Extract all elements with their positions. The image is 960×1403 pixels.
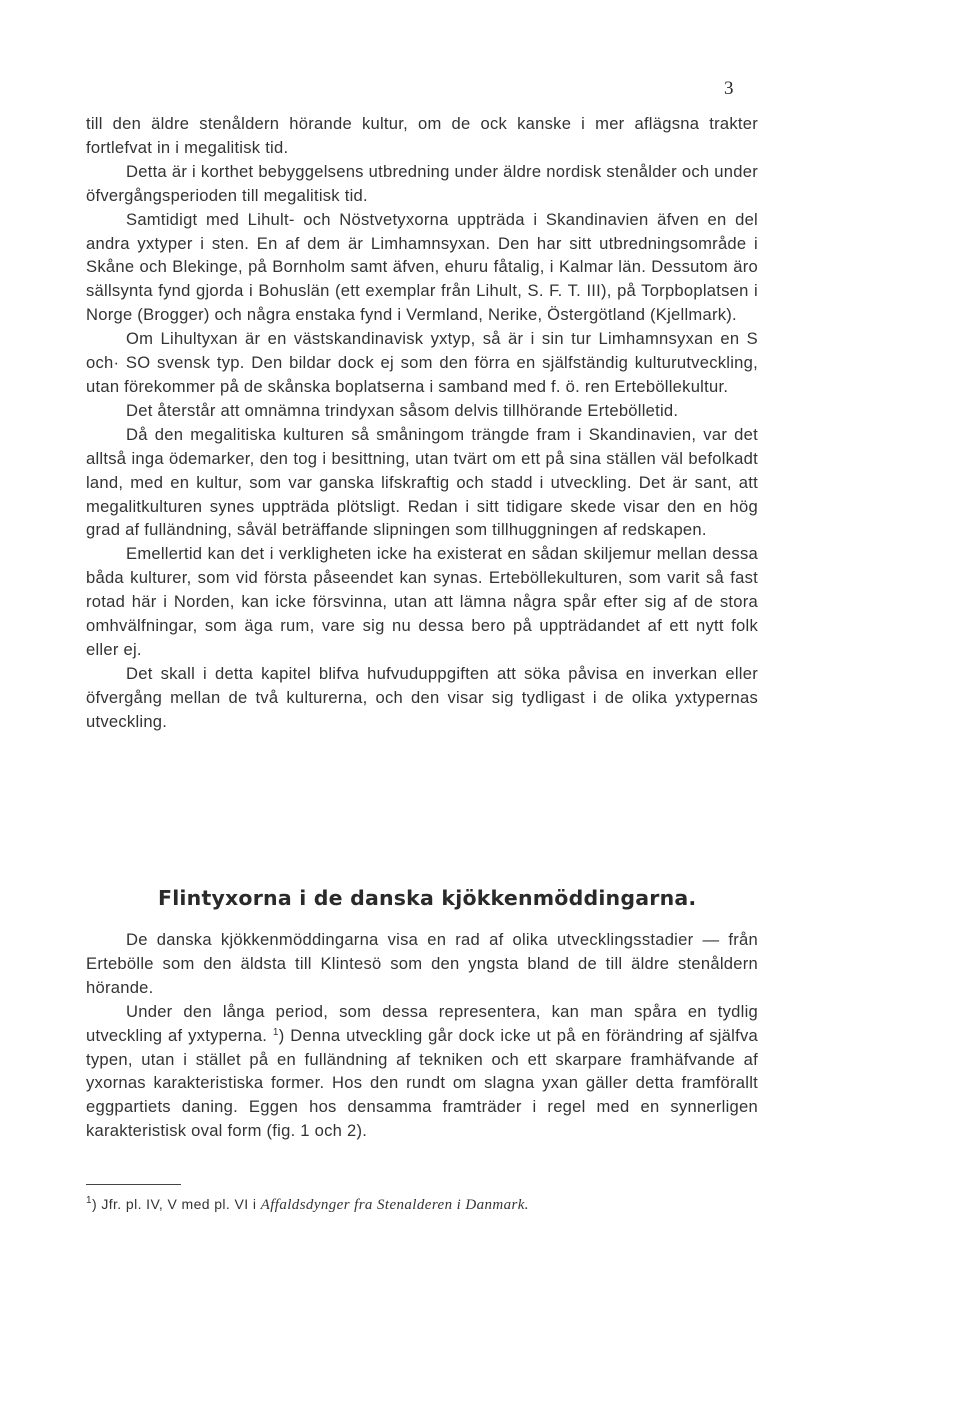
paragraph <box>86 1000 758 1143</box>
section-2-text <box>86 928 758 1143</box>
paragraph-text: Under den långa period, som dessa representera, kan man spåra en tydlig utveckling af yxtyperna. <box>86 1001 758 1045</box>
section-1-text <box>86 112 758 734</box>
footnote-book-title: Affaldsdynger fra Stenalderen i Danmark. <box>260 1197 529 1213</box>
paragraph: Då den megalitiska kulturen så småningom trängde fram i Skandinavien, var det alltså inga ödemarker, den tog i besittning, utan tvärt om ett på sina ställen väl befolkadt land, med en kultur, som var ganska lifskraftig och stadd i utveckling. Det är sant, att megalitkulturen synes uppträda plötsligt. Redan i sitt tidigare skede visar den en hög grad af fulländning, såväl beträffande slipningen som tillhuggningen af redskapen. <box>86 424 758 540</box>
footnote-reference: 1 <box>272 1026 279 1038</box>
paragraph: Detta är i korthet bebyggelsens utbredning under äldre nordisk stenålder och under öfvergångsperioden till megalitisk tid. <box>86 161 758 205</box>
paragraph: De danska kjökkenmöddingarna visa en rad af olika utvecklingsstadier — från Ertebölle som den äldsta till Klintesö som den yngsta bland de till äldre stenåldern hörande. <box>86 930 758 997</box>
footnote <box>86 1196 758 1214</box>
page-number: 3 <box>724 78 734 99</box>
paragraph: Samtidigt med Lihult- och Nöstvetyxorna uppträda i Skandinavien äfven en del andra yxtyper i sten. En af dem är Limhamnsyxan. Den har sitt utbredningsområde i Skåne och Blekinge, på Bornholm samt äfven, ehuru fåtalig, i Kalmar län. Dessutom äro sällsynta fynd gjorda i Bohuslän (ett exemplar från Lihult, S. F. T. III), på Torpboplatsen i Norge (Brogger) och några enstaka fynd i Vermland, Nerike, Östergötland (Kjellmark). <box>86 209 758 325</box>
paragraph: Det skall i detta kapitel blifva hufvuduppgiften att söka påvisa en inverkan eller öfvergång mellan de två kulturerna, och den visar sig tydligast i de olika yxtypernas utveckling. <box>86 663 758 731</box>
footnote-text: ) Jfr. pl. IV, V med pl. VI i <box>91 1196 261 1212</box>
paragraph-text: ) Denna utveckling går dock icke ut på en förändring af själfva typen, utan i stället på en fulländning af tekniken och ett skarpare framhäfvande af yxornas karakteristiska former. Hos den rundt om slagna yxan gäller detta framförallt eggpartiets daning. Eggen hos densamma framträder i regel med en synnerligen karakteristisk oval form (fig. 1 och 2). <box>86 1025 758 1141</box>
paragraph: Det återstår att omnämna trindyxan såsom delvis tillhörande Ertebölletid. <box>126 400 679 420</box>
paragraph: Om Lihultyxan är en västskandinavisk yxtyp, så är i sin tur Limhamnsyxan en S och· SO svensk typ. Den bildar dock ej som den förra en själfständig kulturutveckling, utan förekommer på de skånska boplatserna i samband med f. ö. ren Erteböllekultur. <box>86 329 758 396</box>
footnote-marker: 1 <box>86 1195 92 1206</box>
paragraph: till den äldre stenåldern hörande kultur, om de ock kanske i mer aflägsna trakter fortlefvat in i megalitisk tid. <box>86 114 758 157</box>
paragraph: Emellertid kan det i verkligheten icke ha existerat en sådan skiljemur mellan dessa båda kulturer, som vid första påseendet kan synas. Erteböllekulturen, som varit så fast rotad här i Norden, kan icke försvinna, utan att lämna några spår efter sig af de stora omhvälfningar, som äga rum, vare sig nu dessa bero på uppträdandet af ett nytt folk eller ej. <box>86 544 758 659</box>
section-heading: Flintyxorna i de danska kjökkenmöddingarna. <box>158 886 697 910</box>
footnote-divider <box>86 1184 181 1185</box>
